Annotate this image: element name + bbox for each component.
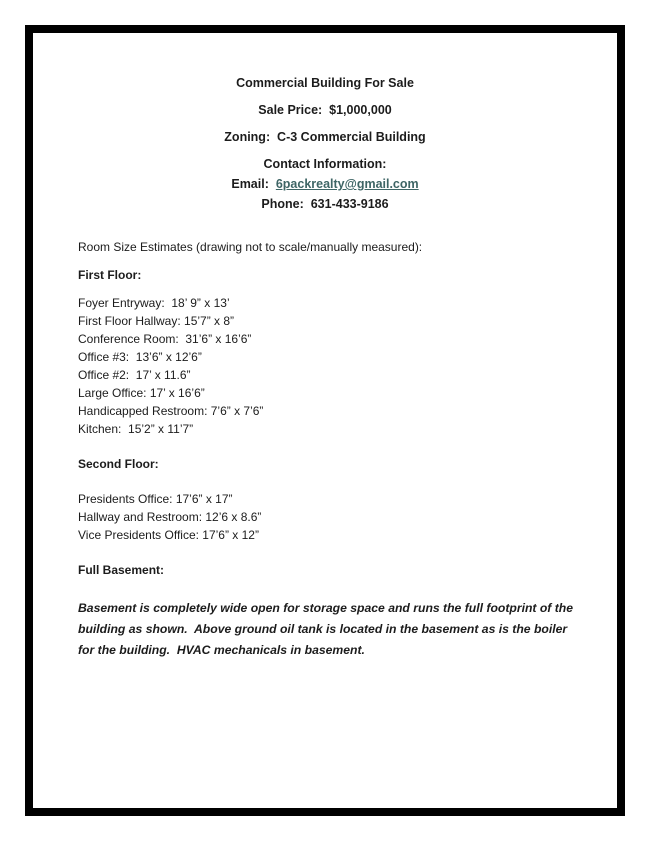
- second-floor-heading: Second Floor:: [78, 457, 159, 471]
- room-size-intro: Room Size Estimates (drawing not to scale/manually measured):: [78, 240, 423, 254]
- flyer-body: [33, 238, 617, 661]
- first-floor-room-list: [78, 294, 577, 438]
- room-size-line: Handicapped Restroom: 7’6” x 7’6”: [78, 404, 264, 418]
- room-size-line: Foyer Entryway: 18’ 9” x 13’: [78, 296, 230, 310]
- email-link[interactable]: 6packrealty@gmail.com: [275, 177, 419, 191]
- room-size-line: Vice Presidents Office: 17’6” x 12”: [78, 528, 259, 542]
- contact-heading: Contact Information:: [263, 157, 387, 171]
- room-size-line: Hallway and Restroom: 12’6 x 8.6”: [78, 510, 262, 524]
- basement-note: Basement is completely wide open for storage space and runs the full footprint of the building as shown. Above ground oil tank is located in the basement as is the boiler for the building. HVAC mechanicals in basement.: [78, 601, 577, 657]
- email-label: Email:: [231, 177, 276, 191]
- flyer-title: Commercial Building For Sale: [236, 76, 414, 90]
- room-size-line: Large Office: 17’ x 16’6”: [78, 386, 205, 400]
- sale-price-line: Sale Price: $1,000,000: [258, 103, 392, 117]
- room-size-line: Office #3: 13’6” x 12’6”: [78, 350, 202, 364]
- room-size-line: Presidents Office: 17’6” x 17”: [78, 492, 233, 506]
- page-content: [33, 33, 617, 808]
- phone-line: Phone: 631-433-9186: [261, 197, 389, 211]
- room-size-line: Office #2: 17’ x 11.6”: [78, 368, 191, 382]
- room-size-line: Kitchen: 15’2” x 11’7”: [78, 422, 194, 436]
- basement-heading: Full Basement:: [78, 563, 165, 577]
- zoning-line: Zoning: C-3 Commercial Building: [224, 130, 426, 144]
- room-size-line: Conference Room: 31’6” x 16’6”: [78, 332, 252, 346]
- room-size-line: First Floor Hallway: 15’7” x 8”: [78, 314, 235, 328]
- page-border-frame: [25, 25, 625, 816]
- flyer-header: [33, 33, 617, 211]
- second-floor-room-list: [78, 490, 577, 544]
- first-floor-heading: First Floor:: [78, 268, 142, 282]
- email-line: [33, 178, 617, 191]
